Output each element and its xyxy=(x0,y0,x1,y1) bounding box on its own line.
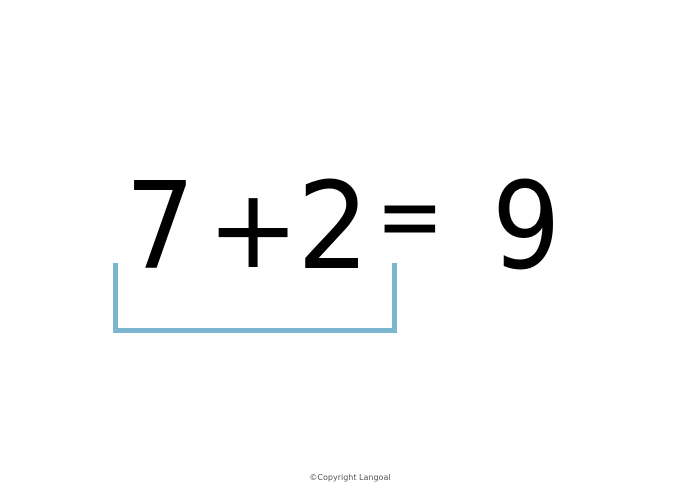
operand-grouping-bracket xyxy=(113,263,397,333)
left-operand: 7 xyxy=(125,158,196,297)
equals-sign: = xyxy=(375,162,444,272)
plus-operator: + xyxy=(207,165,300,293)
right-operand: 2 xyxy=(296,158,370,297)
result: 9 xyxy=(491,158,561,297)
copyright-footer: ©Copyright Langoal xyxy=(309,473,391,482)
